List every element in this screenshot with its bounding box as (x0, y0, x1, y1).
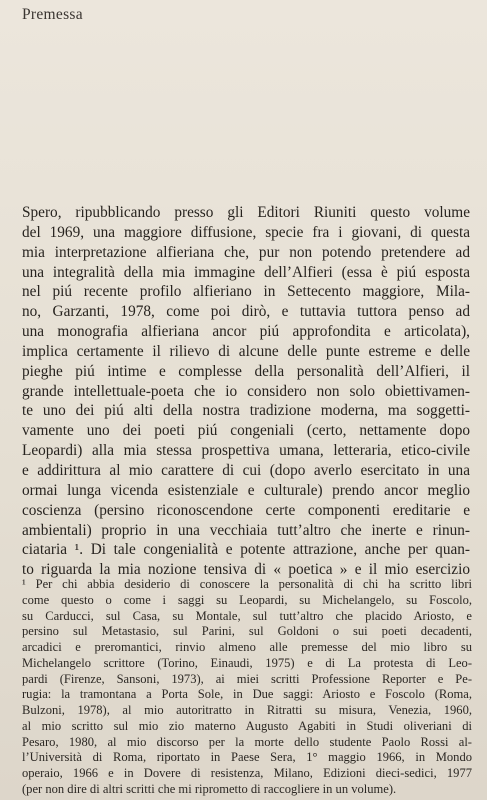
footnote-line: Pesaro, 1980, al mio discorso per la morte dello studente Paolo Rossi al- (22, 734, 472, 749)
body-line: pieghe piú intime e complesse della personalità dell’Alfieri, il (22, 362, 470, 380)
body-line: mia interpretazione alfieriana che, pur non potendo pretendere ad (22, 243, 470, 261)
footnote-line: Bulzoni, 1978), al mio autoritratto in Ritratti su misura, Venezia, 1960, (22, 703, 472, 717)
body-line: te uno dei piú alti della nostra tradizione moderna, ma soggetti- (22, 402, 470, 420)
footnote-line: al mio scritto sul mio zio materno Augusto Agabiti in Studi oliveriani di (22, 718, 472, 733)
footnote-line: come questo o come i saggi su Leopardi, su Michelangelo, su Foscolo, (22, 592, 472, 607)
body-line: e addirittura al mio carattere di cui (dopo averlo esercitato in una (22, 461, 470, 479)
body-line: una integralità della mia immagine dell’Alfieri (essa è piú esposta (22, 263, 470, 281)
footnote-line: operaio, 1966 e in Dovere di resistenza, Milano, Edizioni dieci-sedici, 1977 (22, 766, 472, 780)
body-line: una monografia alfieriana ancor piú approfondita e articolata), (22, 323, 470, 341)
footnote (22, 577, 472, 798)
page-header: Premessa (22, 6, 83, 23)
footnote-line: (per non dire di altri scritti che mi riprometto di raccogliere in un volume). (22, 781, 397, 796)
footnote-line: Michelangelo scrittore (Torino, Einaudi, 1975) e di La protesta di Leo- (22, 655, 472, 670)
body-line: ormai lunga vicenda esistenziale e culturale) prendo ancor meglio (22, 481, 470, 499)
body-line: no, Garzanti, 1978, come poi dirò, e tuttavia tuttora penso ad (22, 303, 470, 321)
body-line: implica certamente il rilievo di alcune delle punte estreme e delle (22, 342, 470, 360)
body-line: Leopardi) alla mia stessa prospettiva umana, letteraria, etico-civile (22, 442, 470, 460)
footnote-line: ¹ Per chi abbia desiderio di conoscere la personalità di chi ha scritto libri (22, 577, 472, 591)
body-line: grande intellettuale-poeta che io considero non solo obiettivamen- (22, 382, 470, 400)
body-line: Spero, ripubblicando presso gli Editori Riuniti questo volume (22, 204, 470, 221)
footnote-line: su Carducci, sul Casa, su Montale, sul tutt’altro che placido Ariosto, e (22, 608, 472, 623)
footnote-line: l’Università di Roma, riportato in Paese Sera, 1° maggio 1966, in Mondo (22, 750, 472, 765)
body-line: del 1969, una maggiore diffusione, specie fra i giovani, di questa (22, 223, 470, 241)
footnote-line: arcadici e preromantici, rinvio almeno alle premesse del mio libro su (22, 640, 472, 654)
footnote-line: persino sul Metastasio, sul Parini, sul Goldoni o sui poeti decadenti, (22, 624, 472, 639)
body-line: ciataria ¹. Di tale congenialità e potente attrazione, anche per quan- (22, 541, 470, 559)
body-line: coscienza (persino riconoscendone certe componenti ereditarie e (22, 501, 470, 519)
footnote-line: rugia: la tramontana a Porta Sole, in Due saggi: Ariosto e Foscolo (Roma, (22, 687, 472, 702)
body-line: vamente uno dei poeti piú congeniali (certo, nettamente dopo (22, 422, 470, 440)
body-line: ambientali) proprio in una vecchiaia tutt’altro che inerte e rinun- (22, 521, 470, 539)
body-line: nel piú recente profilo alfieriano in Settecento maggiore, Mila- (22, 283, 470, 301)
body-line: to riguarda la mia nozione tensiva di « poetica » e il mio esercizio (22, 561, 470, 579)
main-text (22, 203, 470, 580)
footnote-line: pardi (Firenze, Sansoni, 1973), ai miei scritti Professione Reporter e Pe- (22, 671, 472, 686)
